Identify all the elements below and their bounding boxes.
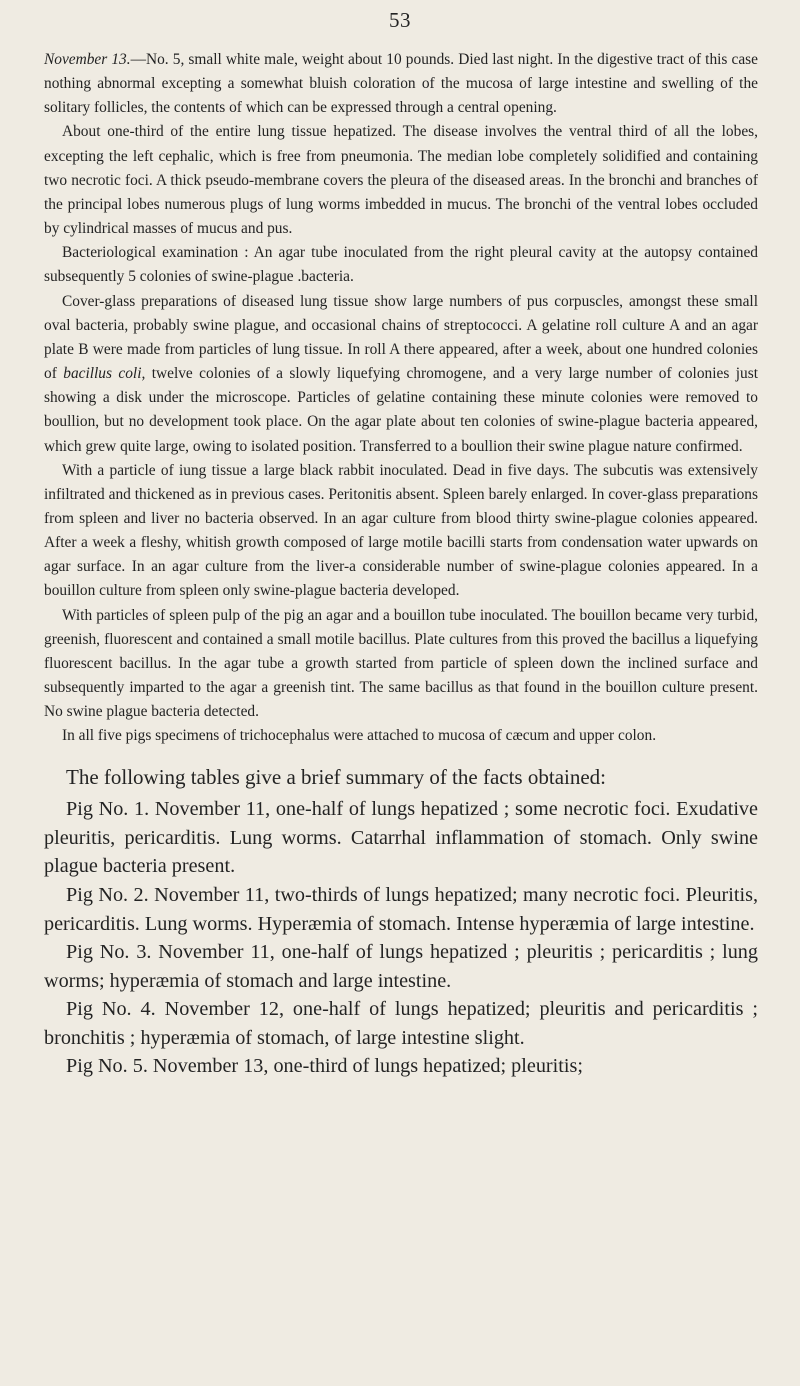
page-number: 53 [389, 8, 411, 32]
date-heading: November 13. [44, 51, 131, 68]
paragraph-spleen-pulp: With particles of spleen pulp of the pig an agar and a bouillon tube inoculated. The bouillon became very turbid, greenish, fluorescent and contained a small motile bacillus. Plate cultures from this proved the bacillus a liquefying fluorescent bacillus. In the agar tube a growth started from particle of spleen down the inclined surface and subsequently imparted to the agar a greenish tint. The same bacillus as that found in the bouillon culture present. No swine plague bacteria detected. [44, 606, 758, 721]
summary-lead: The following tables give a brief summary of the facts obtained: [66, 764, 607, 789]
summary-pig-4: Pig No. 4. November 12, one-half of lungs hepatized; pleuritis and pericarditis ; bronchitis ; hyperæmia of stomach, of large intestine slight. [44, 998, 758, 1049]
paragraph-cover-glass-preparations [44, 290, 758, 459]
paragraph-trichocephalus: In all five pigs specimens of trichocephalus were attached to mucosa of cæcum and upper colon. [62, 727, 657, 745]
summary-section [44, 763, 758, 1082]
paragraph-text: twelve colonies of a slowly liquefying chromogene, and a very large number of colonies just showing a disk under the microscope. Particles of gelatine containing these minute colonies were removed to boullion, but no development took place. On the agar plate about ten colonies of swine-plague bacteria appeared, which grew quite large, owing to isolated position. Transferred to a boullion their swine plague nature confirmed. [44, 365, 758, 455]
summary-pig-1: Pig No. 1. November 11, one-half of lungs hepatized ; some necrotic foci. Exudative pleuritis, pericarditis. Lung worms. Catarrhal inflammation of stomach. Only swine plague bacteria present. [44, 798, 758, 878]
species-name: bacillus coli, [63, 365, 146, 383]
paragraph-text: —No. 5, small white male, weight about 10 pounds. Died last night. In the digestive tract of this case nothing abnormal excepting a somewhat bluish coloration of the mucosa of large intestine and swelling of the solitary follicles, the contents of which can be expressed through a central opening. [44, 51, 758, 117]
summary-pig-3: Pig No. 3. November 11, one-half of lungs hepatized ; pleuritis ; pericarditis ; lung worms; hyperæmia of stomach and large intestine. [44, 941, 758, 992]
paragraph-text: Cover-glass preparations of diseased lung tissue show large numbers of pus corpuscles, amongst these small oval bacteria, probably swine plague, and occasional chains of streptococci. A gelatine roll culture A and an agar plate B were made from particles of lung tissue. In roll A there appeared, after a week, about one hundred colonies of [44, 292, 758, 383]
paragraph-bacteriological-examination: Bacteriological examination : An agar tube inoculated from the right pleural cavity at the autopsy contained subsequently 5 colonies of swine-plague .bacteria. [44, 244, 758, 286]
paragraph-lung-tissue: About one-third of the entire lung tissue hepatized. The disease involves the ventral third of all the lobes, excepting the left cephalic, which is free from pneumonia. The median lobe completely solidified and containing two necrotic foci. A thick pseudo-membrane covers the pleura of the diseased areas. In the bronchi and branches of the principal lobes numerous plugs of lung worms imbedded in mucus. The bronchi of the ventral lobes occluded by cylindrical masses of mucus and pus. [44, 123, 758, 238]
case-notes [44, 48, 758, 749]
page-body [44, 48, 758, 1081]
summary-pig-2: Pig No. 2. November 11, two-thirds of lungs hepatized; many necrotic foci. Pleuritis, pericarditis. Lung worms. Hyperæmia of stomach. Intense hyperæmia of large intestine. [44, 883, 758, 935]
summary-pig-5: Pig No. 5. November 13, one-third of lungs hepatized; pleuritis; [66, 1055, 583, 1078]
paragraph-november-13 [44, 48, 758, 120]
paragraph-rabbit-inoculation: With a particle of iung tissue a large black rabbit inoculated. Dead in five days. The subcutis was extensively infiltrated and thickened as in previous cases. Peritonitis absent. Spleen barely enlarged. In cover-glass preparations from spleen and liver no bacteria observed. In an agar culture from blood thirty swine-plague colonies appeared. After a week a fleshy, whitish growth composed of large motile bacilli starts from condensation water upwards on agar surface. In an agar culture from the liver-a considerable number of swine-plague colonies appeared. In a bouillon culture from spleen only swine-plague bacteria developed. [44, 461, 758, 600]
